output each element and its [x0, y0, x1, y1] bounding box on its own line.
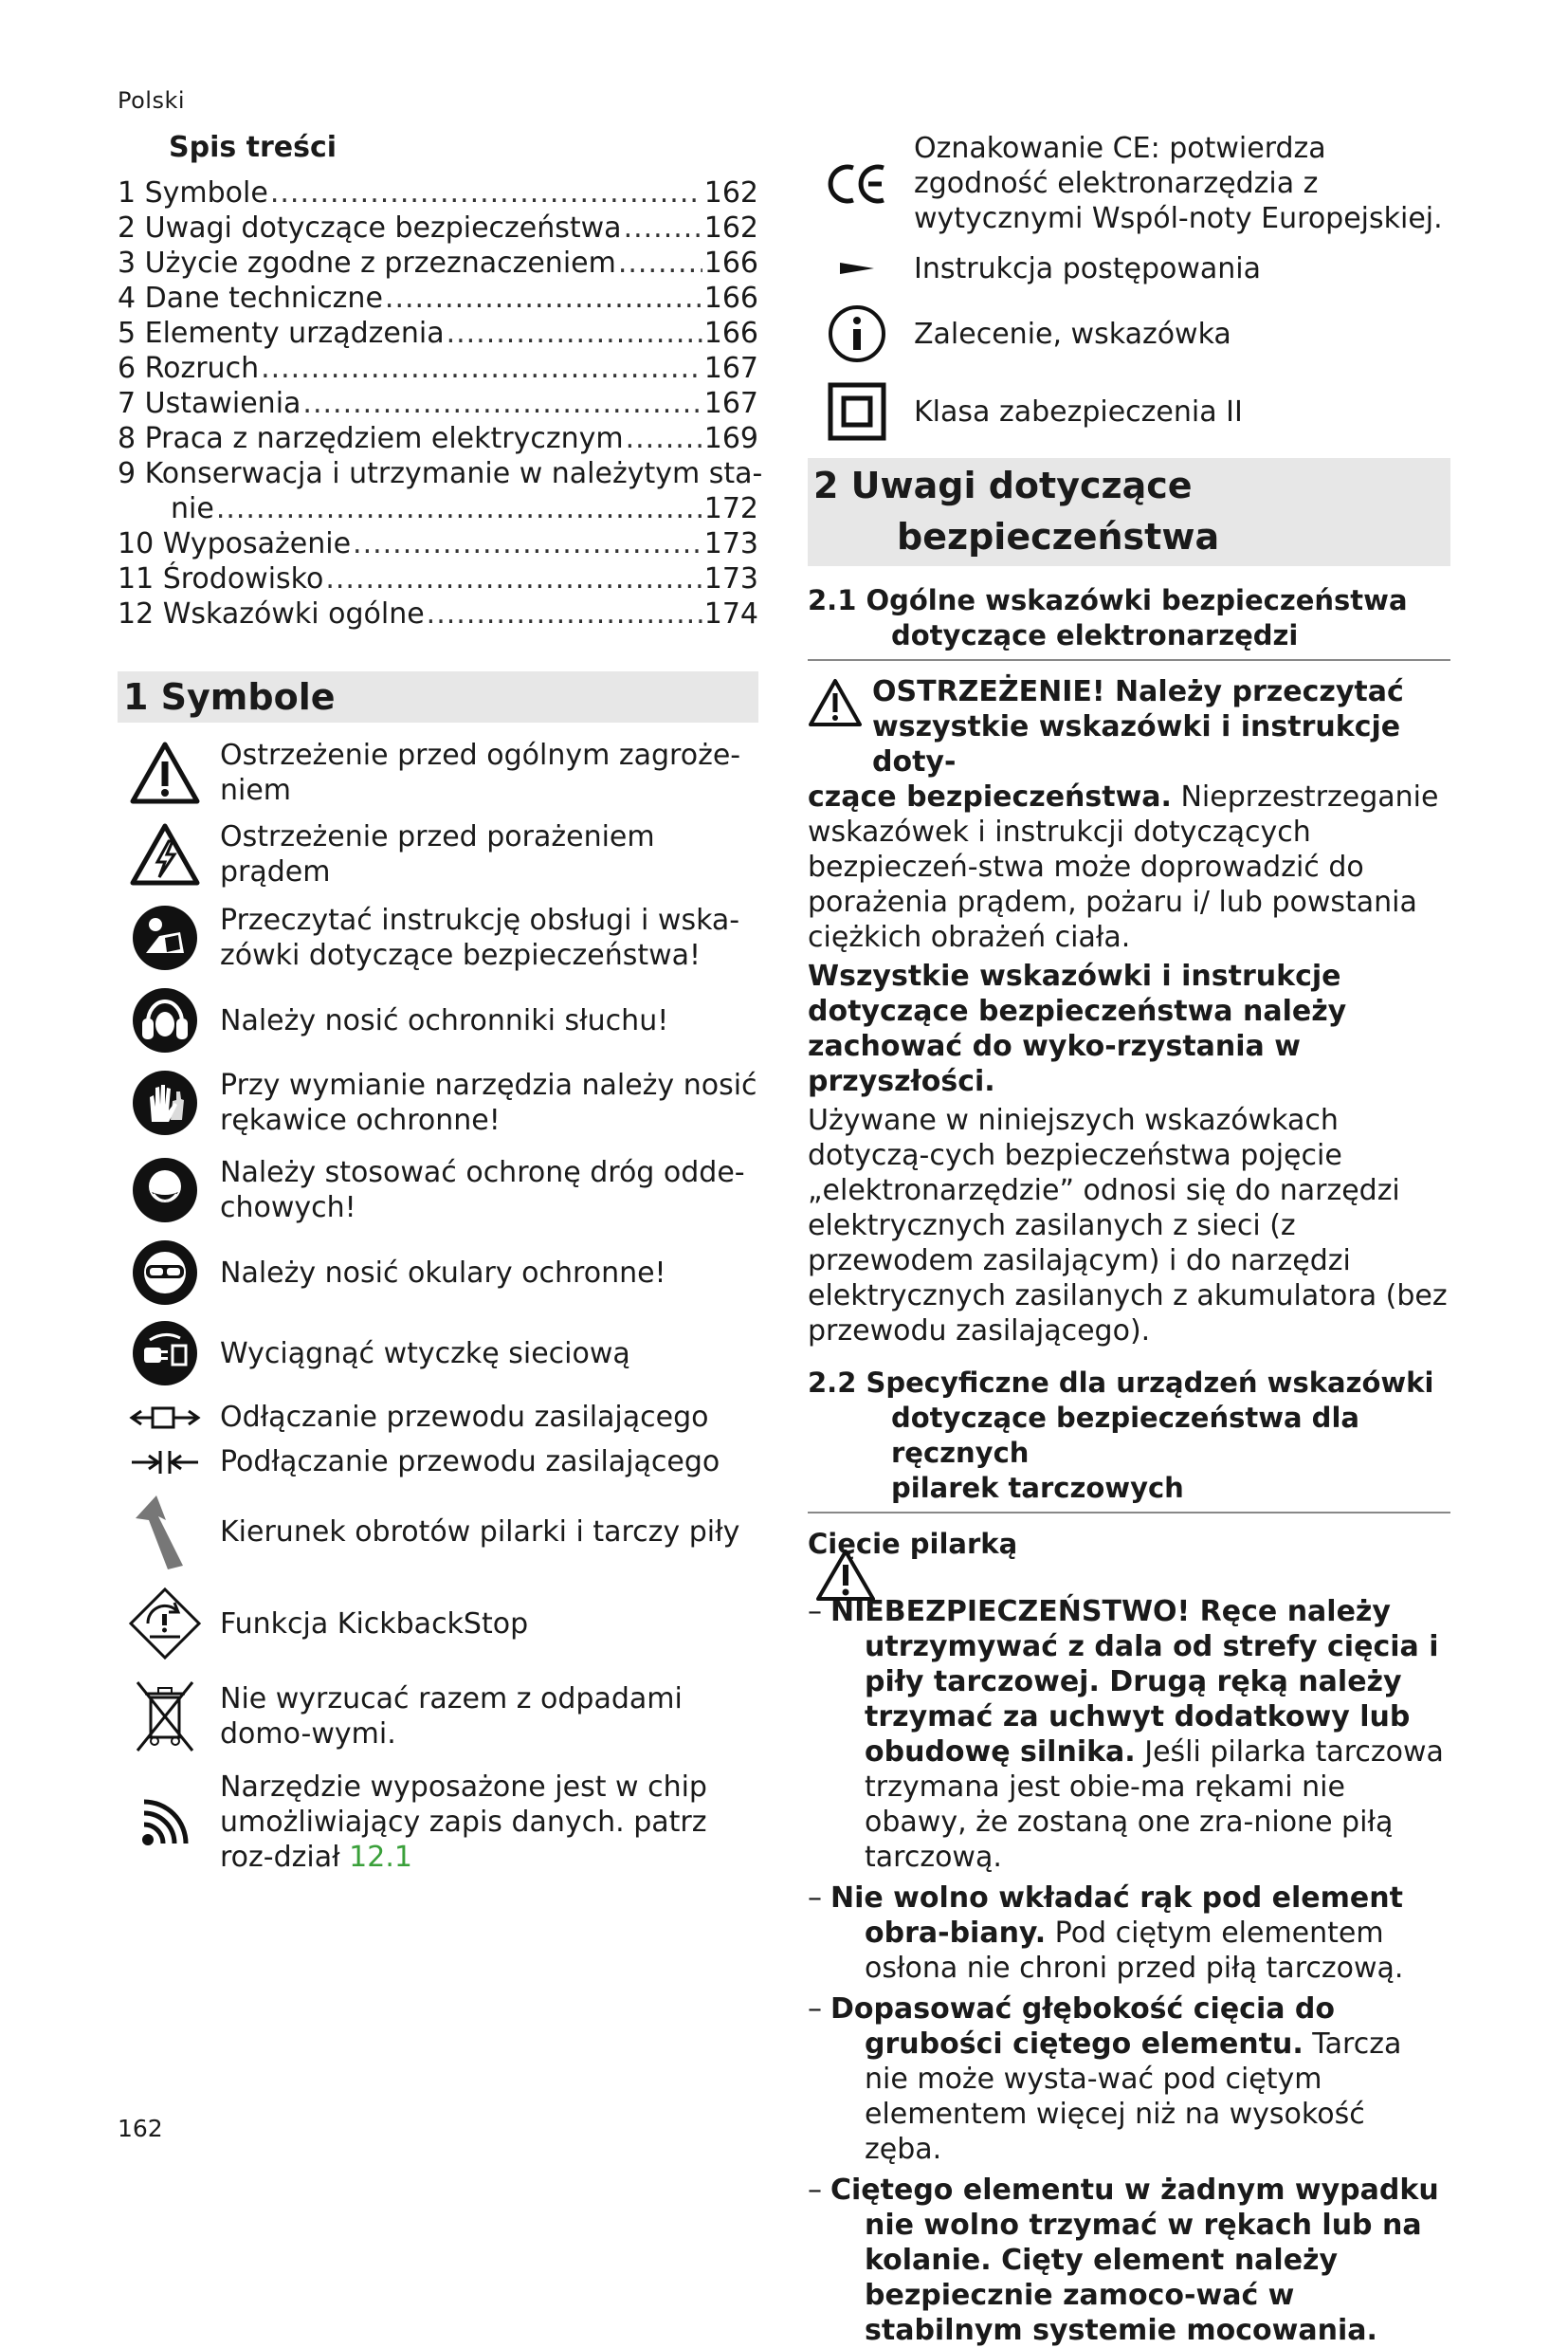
- warning-bold-text-2: czące bezpieczeństwa.: [808, 780, 1172, 814]
- toc-entry-title: 5 Elementy urządzenia: [118, 317, 445, 350]
- symbol-description-text: Nie wyrzucać razem z odpadami domo-wymi.: [220, 1682, 683, 1751]
- symbol-description: [212, 738, 758, 808]
- read-manual-icon: [118, 904, 212, 972]
- info-icon: [808, 303, 906, 364]
- toc-entry-title: 11 Środowisko: [118, 562, 324, 596]
- toc-leader: [385, 281, 702, 316]
- bullet-dash: –: [808, 1992, 822, 2026]
- toc-entry-title: 3 Użycie zgodne z przeznaczeniem: [118, 247, 616, 280]
- symbol-description-text: Należy nosić okulary ochronne!: [220, 1256, 666, 1290]
- symbol-description: [212, 1068, 758, 1138]
- bullet-rest-text: Jeśli pilarka tarczowa trzymana jest obie-ma rękami nie obawy, że zostaną one zra-nione piłą tarczową.: [865, 1735, 1444, 1874]
- symbol-row: [118, 1064, 758, 1142]
- toc-entry-page: 167: [703, 387, 758, 420]
- symbol-description-text: Należy nosić ochronniki słuchu!: [220, 1003, 669, 1037]
- right-column: [808, 131, 1450, 2348]
- bullet-dash: –: [808, 2174, 822, 2207]
- symbol-description: [212, 1770, 758, 1875]
- unplug-icon: [118, 1319, 212, 1387]
- symbol-description-text: Wyciągnąć wtyczkę sieciową: [220, 1336, 630, 1370]
- electric-shock-icon: [118, 822, 212, 887]
- left-column: [118, 131, 763, 1884]
- symbol-description: [212, 903, 758, 973]
- warning-bold-text: OSTRZEŻENIE! Należy przeczytać wszystkie wskazówki i instrukcje doty-: [872, 675, 1404, 779]
- toc-entry-page: 162: [703, 211, 758, 245]
- toc-leader: [353, 526, 702, 561]
- bullet-bold-text: Dopasować głębokość cięcia do grubości ciętego elementu.: [830, 1992, 1336, 2061]
- toc-entry-page: 172: [703, 492, 758, 525]
- symbol-description-text: Należy stosować ochronę dróg odde-chowych!: [220, 1156, 745, 1224]
- safety-heading-line2: bezpieczeństwa: [897, 516, 1220, 558]
- symbol-row: [808, 376, 1450, 447]
- toc-leader: [447, 316, 702, 351]
- table-of-contents: [118, 175, 763, 632]
- symbol-description: Instrukcja postępowania: [914, 251, 1262, 285]
- section-heading-symbols: 1 Symbole: [118, 671, 758, 723]
- toc-entry-page: 166: [703, 317, 758, 350]
- symbol-row: [118, 819, 758, 890]
- toc-entry-page: 173: [703, 562, 758, 596]
- toc-entry-title: 8 Praca z narzędziem elektrycznym: [118, 422, 624, 455]
- disconnect-cable-icon: [118, 1401, 212, 1435]
- safety-bullet: [808, 2173, 1450, 2348]
- symbol-description: [212, 1256, 666, 1291]
- symbol-row: [118, 1489, 758, 1574]
- bullet-bold-text: NIEBEZPIECZEŃSTWO! Ręce należy utrzymywać z dala od strefy cięcia i piły tarczowej. Drugą ręką należy trzymać za uchwyt dodatkowy lub obudowę silnika.: [830, 1595, 1439, 1769]
- protection-class-ii-icon: [808, 381, 906, 442]
- symbol-description: [212, 1606, 528, 1642]
- safety-bullet: [808, 1880, 1450, 1986]
- symbol-description-text: Przeczytać instrukcję obsługi i wska-zówki dotyczące bezpieczeństwa!: [220, 904, 740, 972]
- symbol-row: [118, 1316, 758, 1390]
- toc-leader: [626, 421, 702, 456]
- symbol-row: [808, 246, 1450, 291]
- weee-bin-icon: [118, 1677, 212, 1756]
- cutting-heading: Cięcie pilarką: [808, 1528, 1018, 1560]
- symbol-description: Klasa zabezpieczenia II: [914, 394, 1243, 429]
- toc-entry-page: 162: [703, 176, 758, 210]
- definition-text: Używane w niniejszych wskazówkach dotyczą-cych bezpieczeństwa pojęcie „elektronarzędzie” odnosi się do narzędzi elektrycznych zasilanych z sieci (z przewodem zasilającym) i do narzędzi elektrycznych zasilanych z akumulatora (bez przewodu zasilającego).: [808, 1104, 1448, 1348]
- symbol-row: [808, 131, 1450, 236]
- toc-entry[interactable]: [118, 421, 758, 456]
- symbol-description-text: Podłączanie przewodu zasilającego: [220, 1445, 720, 1478]
- symbol-row: [118, 1151, 758, 1229]
- symbol-description-text: Ostrzeżenie przed porażeniem prądem: [220, 820, 655, 889]
- symbol-description-text: Narzędzie wyposażone jest w chip umożliwiający zapis danych. patrz roz-dział: [220, 1770, 707, 1874]
- symbol-description-text: Przy wymianie narzędzia należy nosić rękawice ochronne!: [220, 1069, 757, 1137]
- bullet-dash: –: [808, 1595, 822, 1628]
- toc-entry-title: 6 Rozruch: [118, 352, 260, 385]
- toc-entry-title: 9 Konserwacja i utrzymanie w należytym sta-: [118, 457, 763, 490]
- symbol-description: [212, 1003, 668, 1038]
- bullet-bold-text: Ciętego elementu w żadnym wypadku nie wolno trzymać w rękach lub na kolanie. Cięty element należy bezpiecznie zamoco-wać w stabilnym systemie mocowania.: [830, 2174, 1439, 2347]
- symbol-row: [118, 1444, 758, 1479]
- warning-triangle-icon: [808, 674, 872, 780]
- danger-triangle-icon: [872, 1549, 876, 1610]
- subheading-2-2-line2: dotyczące bezpieczeństwa dla ręcznych: [891, 1402, 1359, 1469]
- safety-bullet: [808, 1594, 1450, 1875]
- toc-title: Spis treści: [169, 131, 337, 164]
- toc-entry-title: 10 Wyposażenie: [118, 527, 352, 560]
- toc-leader: [302, 386, 702, 421]
- bullet-rest-text: Tarcza nie może wysta-wać pod ciętym elementem więcej niż na wysokość zęba.: [865, 2027, 1402, 2166]
- gloves-icon: [118, 1069, 212, 1137]
- toc-entry-page: 167: [703, 352, 758, 385]
- symbol-description: [212, 1336, 630, 1371]
- symbol-description: [212, 1400, 708, 1435]
- toc-leader: [427, 596, 702, 632]
- toc-entry[interactable]: [118, 386, 758, 421]
- toc-entry-title: 12 Wskazówki ogólne: [118, 597, 425, 631]
- ce-mark-icon: [808, 162, 906, 206]
- toc-entry-page: 173: [703, 527, 758, 560]
- symbol-description-text: Funkcja KickbackStop: [220, 1606, 529, 1641]
- bullet-bold-text: Nie wolno wkładać rąk pod element obra-biany.: [830, 1881, 1403, 1950]
- subheading-2-2-line1: 2.2 Specyficzne dla urządzeń wskazówki: [808, 1367, 1434, 1399]
- page-number: 162: [118, 2115, 163, 2142]
- toc-entry[interactable]: [118, 211, 758, 246]
- bullet-rest-text: Pod ciętym elementem osłona nie chroni przed piłą tarczową.: [865, 1917, 1404, 1985]
- safety-bullet-list: [808, 1594, 1450, 2348]
- instruction-arrow-icon: [808, 259, 906, 278]
- symbol-description-text: Odłączanie przewodu zasilającego: [220, 1401, 709, 1434]
- symbol-description: [212, 1514, 739, 1550]
- symbol-row: [118, 986, 758, 1055]
- ear-protection-icon: [118, 986, 212, 1055]
- toc-entry[interactable]: [118, 526, 758, 561]
- warning-paragraph: [808, 674, 1450, 955]
- toc-entry-title: 2 Uwagi dotyczące bezpieczeństwa: [118, 211, 622, 245]
- toc-leader: [618, 246, 702, 281]
- symbol-description: Zalecenie, wskazówka: [914, 317, 1231, 351]
- toc-entry[interactable]: [118, 316, 758, 351]
- symbol-description: Oznakowanie CE: potwierdza zgodność elektronarzędzia z wytycznymi Wspól-noty Europejskiej.: [914, 132, 1443, 235]
- toc-entry-title: 1 Symbole: [118, 176, 268, 210]
- subheading-2-2-line3: pilarek tarczowych: [891, 1472, 1184, 1504]
- subheading-2-1-line1: 2.1 Ogólne wskazówki bezpieczeństwa: [808, 584, 1408, 616]
- kickbackstop-icon: [118, 1586, 212, 1661]
- toc-entry[interactable]: [118, 351, 758, 386]
- section-heading-safety: [808, 458, 1450, 566]
- toc-entry-page: 174: [703, 597, 758, 631]
- toc-entry-page: 166: [703, 282, 758, 315]
- symbol-row: [118, 736, 758, 810]
- safety-goggles-icon: [118, 1238, 212, 1307]
- subheading-circular-saw-safety: [808, 1366, 1450, 1513]
- symbol-row: [118, 1584, 758, 1663]
- toc-leader: [270, 175, 702, 211]
- nfc-chip-icon: [118, 1794, 212, 1851]
- symbol-row: [118, 899, 758, 977]
- toc-entry-page: 166: [703, 247, 758, 280]
- language-label: Polski: [118, 87, 186, 114]
- rotation-arrow-icon: [118, 1492, 212, 1571]
- toc-leader: [325, 561, 702, 596]
- toc-entry[interactable]: [118, 456, 763, 491]
- toc-entry-title-cont: nie: [171, 492, 214, 525]
- symbol-row: [118, 1770, 758, 1875]
- toc-entry[interactable]: [118, 246, 758, 281]
- bullet-dash: –: [808, 1881, 822, 1915]
- symbol-row: [118, 1673, 758, 1760]
- toc-entry-page: 169: [703, 422, 758, 455]
- toc-entry[interactable]: [118, 175, 758, 211]
- symbol-description: [212, 1155, 758, 1225]
- warning-rest-text: Nieprzestrzeganie wskazówek i instrukcji dotyczących bezpieczeń-stwa może doprowadzić do porażenia prądem, pożaru i/ lub powstania ciężkich obrażeń ciała.: [808, 780, 1439, 954]
- subheading-general-safety: [808, 583, 1450, 661]
- symbol-row: [808, 301, 1450, 367]
- toc-leader: [261, 351, 702, 386]
- toc-entry-title: 7 Ustawienia: [118, 387, 301, 420]
- safety-heading-line1: 2 Uwagi dotyczące: [813, 465, 1193, 506]
- symbol-description-text: Kierunek obrotów pilarki i tarczy piły: [220, 1514, 740, 1549]
- toc-entry[interactable]: [118, 561, 758, 596]
- keep-instructions-text: Wszystkie wskazówki i instrukcje dotyczące bezpieczeństwa należy zachować do wyko-rzystania w przyszłości.: [808, 960, 1347, 1098]
- toc-entry-continuation[interactable]: [118, 491, 758, 526]
- toc-leader: [624, 211, 702, 246]
- symbol-list-continued: [808, 131, 1450, 447]
- chapter-link[interactable]: 12.1: [349, 1841, 412, 1874]
- warning-triangle-icon: [118, 741, 212, 805]
- safety-bullet: [808, 1991, 1450, 2167]
- toc-entry[interactable]: [118, 281, 758, 316]
- toc-entry-title: 4 Dane techniczne: [118, 282, 383, 315]
- symbol-description: [212, 819, 758, 890]
- symbol-list: [118, 736, 758, 1875]
- symbol-row: [118, 1238, 758, 1307]
- toc-leader: [216, 491, 702, 526]
- symbol-description: [212, 1444, 720, 1479]
- toc-entry[interactable]: [118, 596, 758, 632]
- subheading-2-1-line2: dotyczące elektronarzędzi: [891, 619, 1299, 651]
- symbol-description: [212, 1681, 758, 1752]
- symbol-description-text: Ostrzeżenie przed ogólnym zagroże-niem: [220, 739, 741, 807]
- symbol-row: [118, 1400, 758, 1435]
- respirator-icon: [118, 1156, 212, 1224]
- connect-cable-icon: [118, 1445, 212, 1479]
